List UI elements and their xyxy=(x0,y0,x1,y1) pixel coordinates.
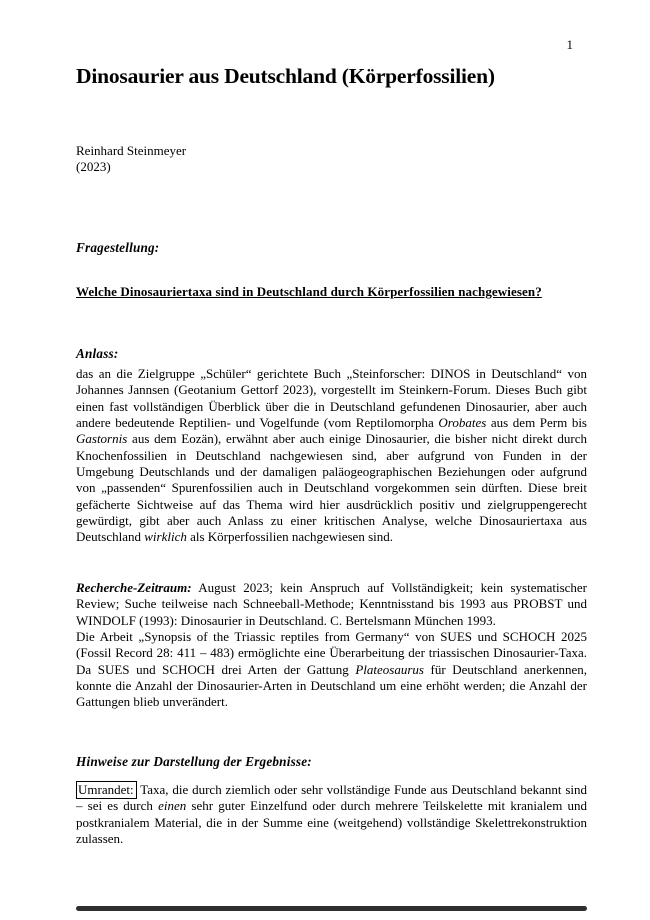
text-run: Die Arbeit „Synopsis of the Triassic reptiles from Germany“ von SUES und SCHOCH 2025 (Fossil Record 28: 411 – 483) ermöglichte eine Überarbeitung der triassischen Dinosaurier-Taxa. Da SUES und SCHOCH drei Arten der Gattung xyxy=(76,629,587,677)
section-recherche xyxy=(0,580,650,711)
text-run: für Deutschland anerkennen, konnte die Anzahl der Dinosaurier-Arten in Deutschland um eine erhöht werden; die Anzahl der Gattungen blieb unverändert. xyxy=(76,661,587,710)
text-run: Gastornis xyxy=(76,431,128,447)
text-run: aus dem Perm bis xyxy=(486,415,587,431)
text-run: das an die Zielgruppe „Schüler“ gerichtete Buch „Steinforscher: DINOS in Deutschland“ von Johannes Jannsen (Geotanium Gettorf 2023), vorgestellt im Steinkern-Forum. Dieses Buch gibt einen fast vollständigen Überblick über die in Deutschland gefundenen Dinosaurier, aber auch andere bedeutende Reptilien- und Vogelfunde (vom Reptilomorpha xyxy=(76,366,587,431)
heading-hinweise: Hinweise zur Darstellung der Ergebnisse: xyxy=(76,754,312,769)
heading-anlass: Anlass: xyxy=(76,346,119,361)
text-run: als Körperfossilien nachgewiesen sind. xyxy=(186,529,393,545)
text-run: einen xyxy=(158,798,187,814)
author-name: Reinhard Steinmeyer xyxy=(76,143,187,158)
text-run: Umrandet: xyxy=(76,781,137,799)
document-title: Dinosaurier aus Deutschland (Körperfossilien) xyxy=(76,64,495,88)
table-top-border xyxy=(76,906,587,911)
paragraph-umrandet xyxy=(76,782,587,847)
paragraph-recherche-sues-schoch xyxy=(76,629,587,711)
paragraph-anlass xyxy=(76,366,587,546)
text-run: Plateosaurus xyxy=(355,661,424,677)
research-question: Welche Dinosauriertaxa sind in Deutschland durch Körperfossilien nachgewiesen? xyxy=(76,284,542,299)
text-run: wirklich xyxy=(144,529,187,545)
author-block xyxy=(76,143,186,176)
text-run: August 2023; kein Anspruch auf Vollständigkeit; kein systematischer Review; Suche teilweise nach Schneeball-Methode; Kenntnisstand bis 1993 aus PROBST und WINDOLF (1993): Dinosaurier in Deutschland. C. Bertelsmann München 1993. xyxy=(76,580,587,628)
heading-fragestellung: Fragestellung: xyxy=(76,240,160,255)
text-run: Orobates xyxy=(438,415,487,431)
paragraph-recherche-zeitraum xyxy=(76,580,587,629)
publication-year: (2023) xyxy=(76,159,111,175)
text-run: sehr guter Einzelfund oder durch mehrere Teilskelette mit kranialem und postkranialem Material, die in der Summe eine (weitgehend) vollständige Skelettrekonstruktion zulassen. xyxy=(76,798,587,847)
text-run: Recherche-Zeitraum: xyxy=(76,580,192,595)
text-run: aus dem Eozän), erwähnt aber auch einige Dinosaurier, die bisher nicht direkt durch Knochenfossilien in Deutschland nachgewiesen sind, aber aufgrund von Funden in der Umgebung Deutschlands und der damaligen paläogeographischen Beziehungen oder aufgrund von „passenden“ Spurenfossilien auch in Deutschland vorgekommen sein dürften. Diese breit gefächerte Sichtweise auf das Thema wird hier ausdrücklich positiv und zielgruppengerecht gewürdigt, gibt aber auch Anlass zu einer kritischen Analyse, welche Dinosauriertaxa aus Deutschland xyxy=(76,431,587,545)
page-number: 1 xyxy=(566,37,573,52)
text-run: Taxa, die durch ziemlich oder sehr vollständige Funde aus Deutschland bekannt sind – sei es durch xyxy=(76,782,587,814)
